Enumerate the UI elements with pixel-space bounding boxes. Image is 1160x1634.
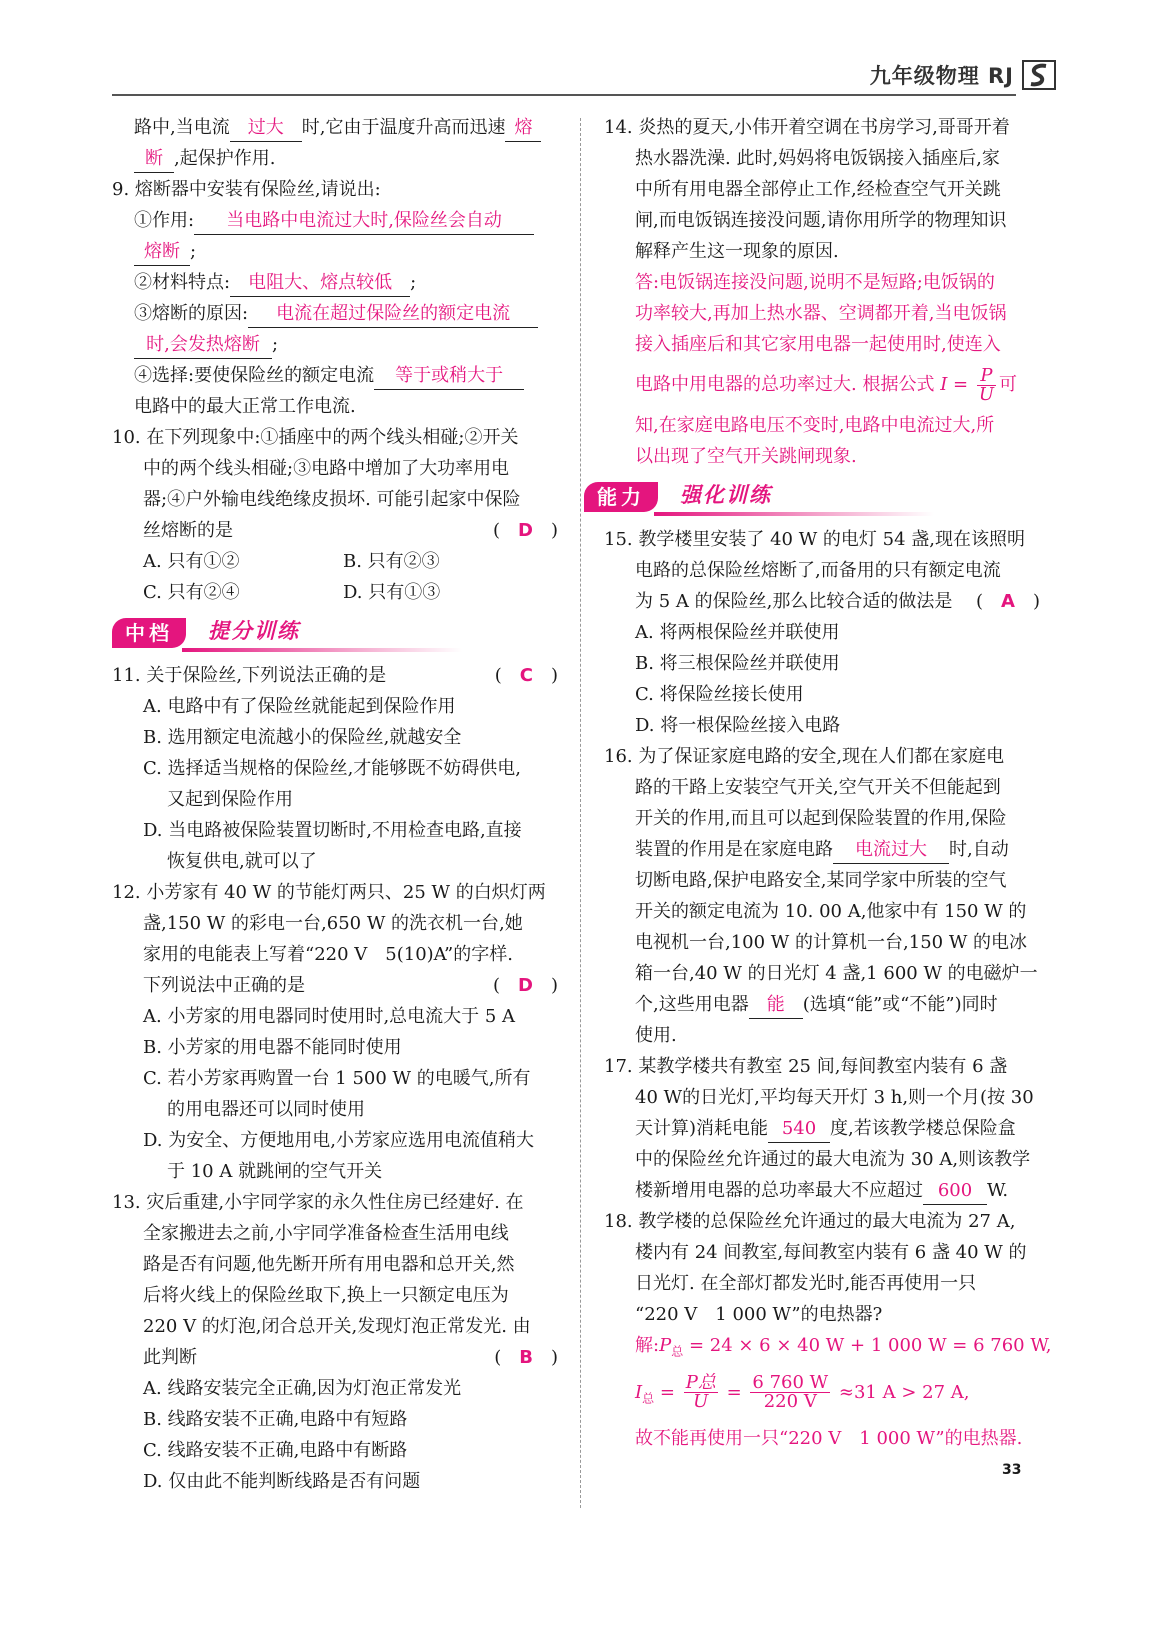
text: W.: [987, 1180, 1009, 1201]
option-a: A. 线路安装完全正确,因为灯泡正常发光: [143, 1378, 462, 1399]
option-c: C. 将保险丝接长使用: [635, 684, 804, 705]
question-12: 12. 小芳家有 40 W 的节能灯两只、25 W 的白炽灯两: [112, 882, 546, 903]
option-d-cont: 恢复供电,就可以了: [167, 851, 317, 872]
text: 下列说法中正确的是: [143, 975, 305, 996]
q9-item-1: [112, 205, 562, 236]
question-15-line: [604, 586, 1044, 617]
answer-paren: ( D ): [492, 520, 558, 541]
question-18: 18. 教学楼的总保险丝允许通过的最大电流为 27 A,: [604, 1211, 1016, 1232]
option-c: C. 选择适当规格的保险丝,才能够既不妨碍供电,: [143, 758, 522, 779]
text: 可: [999, 374, 1018, 395]
text: 电路中用电器的总功率过大. 根据公式: [635, 374, 935, 395]
text: ;: [272, 334, 279, 355]
question-18-line: “220 V 1 000 W”的电热器?: [635, 1304, 883, 1325]
option-d: D. 当电路被保险装置切断时,不用检查电路,直接: [143, 820, 522, 841]
question-14: 14. 炎热的夏天,小伟开着空调在书房学习,哥哥开着: [604, 117, 1010, 138]
question-16-line: 开关的额定电流为 10. 00 A,他家中有 150 W 的: [635, 901, 1027, 922]
option-a: A. 小芳家的用电器同时使用时,总电流大于 5 A: [143, 1006, 516, 1027]
answer-choice: B: [519, 1347, 533, 1368]
banner-text: 提分训练: [208, 619, 300, 643]
question-16: 16. 为了保证家庭电路的安全,现在人们都在家庭电: [604, 746, 1005, 767]
banner-tag: 能力: [584, 482, 658, 512]
answer-blank: 过大: [230, 115, 302, 142]
question-14-line: 解释产生这一现象的原因.: [635, 241, 839, 262]
question-10-line: 中的两个线头相碰;③电路中增加了大功率用电: [143, 458, 510, 479]
answer-14-formula-line: [604, 360, 1044, 410]
text: 丝熔断的是: [143, 520, 233, 541]
fraction-denominator: U: [978, 383, 995, 405]
text: 11. 关于保险丝,下列说法正确的是: [112, 665, 387, 686]
question-13-line: 220 V 的灯泡,闭合总开关,发现灯泡正常发光. 由: [143, 1316, 531, 1337]
answer-blank: 电流在超过保险丝的额定电流: [248, 301, 538, 328]
question-17-line: [604, 1175, 1044, 1206]
text: ①作用:: [134, 210, 195, 231]
fraction-denominator: U: [693, 1391, 709, 1413]
question-15-line: 电路的总保险丝熔断了,而备用的只有额定电流: [635, 560, 1001, 581]
question-14-line: 热水器洗澡. 此时,妈妈将电饭锅接入插座后,家: [635, 148, 1000, 169]
option-d: D. 仅由此不能判断线路是否有问题: [143, 1471, 421, 1492]
question-10-line: 器;④户外输电线绝缘皮损坏. 可能引起家中保险: [143, 489, 521, 510]
question-12-line: 家用的电能表上写着“220 V 5(10)A”的字样.: [143, 944, 513, 965]
q9-item-3: [112, 298, 562, 329]
answer-choice: D: [518, 520, 533, 541]
q9-item-2: [112, 267, 562, 298]
section-banner-ability: [584, 478, 1044, 518]
q10-options: [112, 546, 562, 577]
answer-paren: ( C ): [494, 665, 558, 686]
question-13-line: [112, 1342, 562, 1373]
formula-current-symbol: I: [940, 374, 948, 395]
text: 天计算)消耗电能: [635, 1118, 769, 1139]
answer-blank: 熔断: [134, 239, 190, 266]
text: 为 5 A 的保险丝,那么比较合适的做法是: [635, 591, 953, 612]
banner-text: 强化训练: [680, 483, 772, 507]
option-b: B. 小芳家的用电器不能同时使用: [143, 1037, 402, 1058]
question-13: 13. 灾后重建,小宇同学家的永久性住房已经建好. 在: [112, 1192, 524, 1213]
answer-18-line-1: [604, 1330, 1052, 1368]
text: ;: [410, 272, 417, 293]
power-symbol: P: [659, 1335, 672, 1356]
answer-blank: 熔: [505, 115, 541, 142]
question-16-line: 使用.: [635, 1025, 677, 1046]
option-c: C. 线路安装不正确,电路中有断路: [143, 1440, 408, 1461]
option-c-cont: 的用电器还可以同时使用: [167, 1099, 365, 1120]
question-15: 15. 教学楼里安装了 40 W 的电灯 54 盏,现在该照明: [604, 529, 1025, 550]
subscript: 总: [642, 1391, 655, 1406]
option-b: B. 将三根保险丝并联使用: [635, 653, 840, 674]
question-16-line: 箱一台,40 W 的日光灯 4 盏,1 600 W 的电磁炉一: [635, 963, 1038, 984]
answer-blank: 电阻大、熔点较低: [230, 270, 410, 297]
answer-blank: 600: [923, 1178, 987, 1205]
answer-choice: D: [518, 975, 533, 996]
question-13-line: 全家搬进去之前,小宇同学准备检查生活用电线: [143, 1223, 509, 1244]
formula-fraction: [977, 364, 996, 405]
text: ≈31 A > 27 A,: [838, 1381, 970, 1403]
option-b: B. 选用额定电流越小的保险丝,就越安全: [143, 727, 462, 748]
text: 此判断: [143, 1347, 197, 1368]
q10-options: [112, 577, 562, 608]
question-10-line: [112, 515, 562, 546]
fraction-denominator: 220 V: [763, 1391, 817, 1413]
question-16-line: [604, 834, 1044, 865]
answer-14-line: 接入插座后和其它家用电器一起使用时,使连入: [635, 334, 1001, 355]
answer-blank: 540: [768, 1116, 830, 1143]
text: ;: [190, 241, 197, 262]
subscript: 总: [671, 1344, 684, 1359]
banner-stripe: [182, 648, 462, 652]
answer-paren: ( B ): [494, 1347, 558, 1368]
question-16-line: 切断电路,保护电路安全,某同学家中所装的空气: [635, 870, 1007, 891]
question-18-line: 日光灯. 在全部灯都发光时,能否再使用一只: [635, 1273, 977, 1294]
fraction-numerator: 6 760 W: [752, 1372, 829, 1394]
column-divider: [580, 118, 581, 1508]
question-14-line: 闸,而电饭锅连接没问题,请你用所学的物理知识: [635, 210, 1007, 231]
option-a: A. 将两根保险丝并联使用: [635, 622, 840, 643]
answer-choice: C: [519, 665, 533, 686]
option-b: B. 只有②③: [343, 551, 440, 572]
answer-blank: 等于或稍大于: [374, 363, 524, 390]
text: = 24 × 6 × 40 W + 1 000 W = 6 760 W,: [688, 1335, 1052, 1356]
question-16-line: 路的干路上安装空气开关,空气开关不但能起到: [635, 777, 1001, 798]
text: ②材料特点:: [134, 272, 231, 293]
answer-14-line: 以出现了空气开关跳闸现象.: [635, 446, 857, 467]
fraction-values: [750, 1374, 830, 1411]
option-d: D. 为安全、方便地用电,小芳家应选用电流值稍大: [143, 1130, 534, 1151]
answer-blank: 断: [134, 146, 174, 173]
answer-choice: A: [1001, 591, 1015, 612]
page-header: [112, 52, 1062, 96]
question-11: [112, 660, 562, 691]
fraction-power-over-voltage: [684, 1374, 718, 1411]
question-16-line: 电视机一台,100 W 的计算机一台,150 W 的电冰: [635, 932, 1028, 953]
text: 楼新增用电器的总功率最大不应超过: [635, 1180, 923, 1201]
section-banner-mid: [112, 614, 562, 654]
text: 个,这些用电器: [635, 994, 749, 1015]
q9-item-3-cont: [112, 329, 562, 360]
text: 时,自动: [949, 839, 1009, 860]
answer-18-line-3: 故不能再使用一只“220 V 1 000 W”的电热器.: [635, 1428, 1023, 1450]
q9-item-4-cont: 电路中的最大正常工作电流.: [134, 396, 356, 417]
q8-continued: [112, 112, 562, 143]
answer-14-line: 功率较大,再加上热水器、空调都开着,当电饭锅: [635, 303, 1007, 324]
publisher-logo-icon: [1022, 60, 1056, 90]
option-b: B. 线路安装不正确,电路中有短路: [143, 1409, 408, 1430]
text: 装置的作用是在家庭电路: [635, 839, 833, 860]
option-c-cont: 又起到保险作用: [167, 789, 293, 810]
text: ,起保护作用.: [174, 148, 276, 169]
option-c: C. 若小芳家再购置一台 1 500 W 的电暖气,所有: [143, 1068, 531, 1089]
equals: =: [726, 1381, 742, 1403]
option-c: C. 只有②④: [143, 582, 240, 603]
text: 路中,当电流: [134, 117, 230, 138]
text: 解:: [635, 1335, 660, 1356]
text: 度,若该教学楼总保险盒: [830, 1118, 1016, 1139]
question-18-line: 楼内有 24 间教室,每间教室内装有 6 盏 40 W 的: [635, 1242, 1027, 1263]
text: 时,它由于温度升高而迅速: [301, 117, 506, 138]
current-symbol: I: [635, 1381, 643, 1403]
question-13-line: 后将火线上的保险丝取下,换上一只额定电压为: [143, 1285, 509, 1306]
question-10: 10. 在下列现象中:①插座中的两个线头相碰;②开关: [112, 427, 519, 448]
answer-14: 答:电饭锅连接没问题,说明不是短路;电饭锅的: [635, 272, 995, 293]
question-9: 9. 熔断器中安装有保险丝,请说出:: [112, 179, 381, 200]
fraction-numerator: P: [977, 367, 996, 386]
option-d: D. 只有①③: [343, 582, 441, 603]
question-16-line: [604, 989, 1044, 1020]
q9-item-4: [112, 360, 562, 391]
answer-blank: 能: [749, 992, 803, 1019]
equals: =: [659, 1381, 675, 1403]
header-title: 九年级物理 RJ: [869, 64, 1014, 88]
answer-18-line-2: [604, 1368, 1044, 1424]
fraction-numerator: P总: [685, 1372, 716, 1394]
answer-paren: ( A ): [976, 591, 1040, 612]
text: ④选择:要使保险丝的额定电流: [134, 365, 375, 386]
question-17-line: [604, 1113, 1044, 1144]
header-rule: [112, 94, 1016, 96]
question-12-line: [112, 970, 562, 1001]
question-17-line: 中的保险丝允许通过的最大电流为 30 A,则该教学: [635, 1149, 1031, 1170]
answer-blank: 时,会发热熔断: [134, 332, 272, 359]
q9-item-1-cont: [112, 236, 562, 267]
formula-equals: =: [953, 374, 969, 395]
q8-continued: [112, 143, 562, 174]
question-14-line: 中所有用电器全部停止工作,经检查空气开关跳: [635, 179, 1001, 200]
option-d: D. 将一根保险丝接入电路: [635, 715, 841, 736]
text: (选填“能”或“不能”)同时: [802, 994, 998, 1015]
answer-blank: 电流过大: [833, 837, 949, 864]
answer-blank: 当电路中电流过大时,保险丝会自动: [194, 208, 534, 235]
question-13-line: 路是否有问题,他先断开所有用电器和总开关,然: [143, 1254, 515, 1275]
option-d-cont: 于 10 A 就跳闸的空气开关: [167, 1161, 383, 1182]
question-12-line: 盏,150 W 的彩电一台,650 W 的洗衣机一台,她: [143, 913, 523, 934]
text: ③熔断的原因:: [134, 303, 249, 324]
question-17: 17. 某教学楼共有教室 25 间,每间教室内装有 6 盏: [604, 1056, 1008, 1077]
page-number: 33: [1002, 1462, 1022, 1478]
question-17-line: 40 W的日光灯,平均每天开灯 3 h,则一个月(按 30: [635, 1087, 1034, 1108]
answer-paren: ( D ): [492, 975, 558, 996]
banner-stripe: [654, 512, 934, 516]
left-column: [112, 112, 562, 1497]
option-a: A. 电路中有了保险丝就能起到保险作用: [143, 696, 456, 717]
banner-tag: 中档: [112, 618, 186, 648]
right-column: [597, 112, 1052, 1454]
question-16-line: 开关的作用,而且可以起到保险装置的作用,保险: [635, 808, 1007, 829]
answer-14-line: 知,在家庭电路电压不变时,电路中电流过大,所: [635, 415, 995, 436]
option-a: A. 只有①②: [143, 551, 240, 572]
